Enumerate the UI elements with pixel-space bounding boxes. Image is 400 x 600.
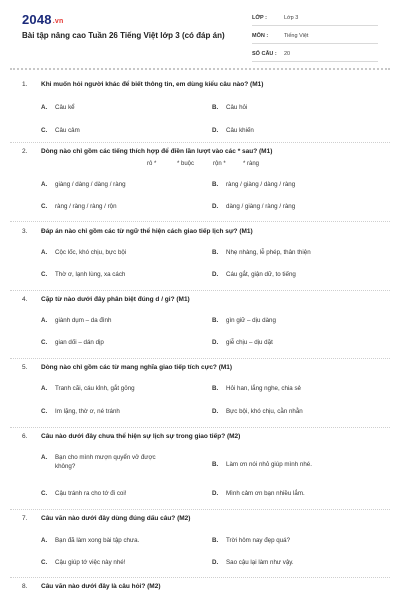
option-letter: C.	[41, 559, 48, 566]
question-head	[0, 291, 400, 309]
question-number: 2.	[22, 148, 28, 155]
meta-value: 20	[284, 50, 291, 57]
question-5	[0, 359, 400, 428]
question-7	[0, 510, 400, 578]
question-text: Khi muốn hỏi người khác để biết thông tin, em dùng kiểu câu nào? (M1)	[41, 81, 264, 88]
question-number: 1.	[22, 81, 28, 88]
option-a[interactable]	[41, 385, 135, 392]
header-divider	[10, 68, 390, 70]
option-d[interactable]	[212, 339, 273, 346]
question-4	[0, 291, 400, 359]
meta-row-subject	[252, 28, 378, 44]
option-c[interactable]	[41, 408, 120, 415]
option-text: Bực bội, khó chịu, cằn nhằn	[226, 408, 303, 415]
meta-row-grade	[252, 10, 378, 26]
option-letter: D.	[212, 339, 219, 346]
question-head	[0, 578, 400, 596]
option-a[interactable]	[41, 181, 126, 188]
option-c[interactable]	[41, 203, 117, 210]
option-text: Trời hôm nay đẹp quá?	[226, 537, 291, 544]
option-letter: A.	[41, 249, 48, 256]
question-text: Đáp án nào chỉ gồm các từ ngữ thể hiện cách giao tiếp lịch sự? (M1)	[41, 228, 253, 235]
option-c[interactable]	[41, 271, 125, 278]
meta-label: SỐ CÂU :	[252, 50, 277, 57]
question-head	[0, 359, 400, 377]
option-letter: D.	[212, 559, 219, 566]
option-text: Cộc lốc, khó chịu, bực bội	[55, 249, 127, 256]
option-text: giàng / dàng / dàng / ràng	[55, 181, 126, 188]
option-b[interactable]	[212, 181, 295, 188]
option-letter: D.	[212, 203, 219, 210]
option-letter: B.	[212, 104, 219, 111]
option-text: Câu cảm	[55, 127, 80, 134]
question-text: Câu văn nào dưới đây là câu hỏi? (M2)	[41, 583, 161, 590]
option-d[interactable]	[212, 490, 305, 497]
option-a[interactable]	[41, 104, 75, 111]
option-d[interactable]	[212, 271, 296, 278]
fill-word-3: rộn *	[213, 161, 226, 167]
option-letter: B.	[212, 317, 219, 324]
option-b[interactable]	[212, 461, 312, 468]
option-text: Im lặng, thờ ơ, né tránh	[55, 408, 120, 415]
option-letter: D.	[212, 271, 219, 278]
option-letter: B.	[212, 385, 219, 392]
option-b[interactable]	[212, 249, 311, 256]
option-letter: D.	[212, 127, 219, 134]
question-number: 7.	[22, 515, 28, 522]
option-c[interactable]	[41, 490, 126, 497]
option-letter: B.	[212, 249, 219, 256]
question-1	[0, 76, 400, 143]
question-2	[0, 143, 400, 223]
option-letter: D.	[212, 408, 219, 415]
option-c[interactable]	[41, 339, 104, 346]
option-text: Câu hỏi	[226, 104, 248, 111]
question-text: Cặp từ nào dưới đây phân biệt đúng d / gi? (M1)	[41, 296, 190, 303]
option-letter: C.	[41, 408, 48, 415]
option-text: Câu khiến	[226, 127, 254, 134]
option-letter: C.	[41, 271, 48, 278]
meta-value: Tiếng Việt	[284, 32, 309, 39]
question-3	[0, 223, 400, 291]
option-text: giành dụm – da đình	[55, 317, 112, 324]
page-title: Bài tập nâng cao Tuần 26 Tiếng Việt lớp 3 (có đáp án)	[22, 31, 225, 40]
option-letter: A.	[41, 385, 48, 392]
question-text: Câu nào dưới đây chưa thể hiện sự lịch sự trong giao tiếp? (M2)	[41, 433, 241, 440]
option-d[interactable]	[212, 559, 294, 566]
option-letter: A.	[41, 317, 48, 324]
option-letter: A.	[41, 454, 48, 461]
option-text: Câu kể	[55, 104, 75, 111]
option-a[interactable]	[41, 537, 139, 544]
option-text: Hỏi han, lắng nghe, chia sẻ	[226, 385, 301, 392]
option-d[interactable]	[212, 203, 295, 210]
question-number: 8.	[22, 583, 28, 590]
option-text: gìn giữ – dịu dàng	[226, 317, 276, 324]
meta-label: LỚP :	[252, 14, 267, 21]
meta-table	[252, 10, 378, 64]
option-letter: D.	[212, 490, 219, 497]
option-c[interactable]	[41, 127, 80, 134]
option-d[interactable]	[212, 127, 254, 134]
option-text: ràng / giàng / dàng / ràng	[226, 181, 296, 188]
option-text: Cậu giúp tớ việc này nhé!	[55, 559, 126, 566]
option-text: Cáu gắt, giận dữ, to tiếng	[226, 271, 296, 278]
fill-word-4: * ràng	[243, 161, 260, 167]
option-text: giễ chịu – dịu dặt	[226, 339, 273, 346]
option-letter: B.	[212, 537, 219, 544]
option-b[interactable]	[212, 537, 290, 544]
option-text: dàng / giàng / ràng / ràng	[226, 203, 296, 210]
question-number: 5.	[22, 364, 28, 371]
option-text: Tranh cãi, cáu kỉnh, gắt gỏng	[55, 385, 135, 392]
fill-word-2: * buộc	[177, 161, 195, 167]
question-head	[0, 510, 400, 528]
question-head	[0, 428, 400, 446]
option-letter: C.	[41, 203, 48, 210]
question-number: 4.	[22, 296, 28, 303]
question-8	[0, 578, 400, 598]
question-text: Câu văn nào dưới đây dùng đúng dấu câu? (M2)	[41, 515, 191, 522]
meta-value: Lớp 3	[284, 14, 299, 21]
option-a[interactable]	[41, 317, 111, 324]
option-letter: C.	[41, 127, 48, 134]
option-d[interactable]	[212, 408, 303, 415]
option-letter: A.	[41, 181, 48, 188]
logo-suffix: .vn	[52, 18, 64, 25]
question-number: 3.	[22, 228, 28, 235]
logo-text: 2048	[22, 12, 52, 27]
option-a[interactable]	[41, 454, 170, 472]
option-b[interactable]	[212, 385, 301, 392]
question-number: 6.	[22, 433, 28, 440]
option-text: Nhẹ nhàng, lễ phép, thân thiện	[226, 249, 311, 256]
question-text: Dòng nào chỉ gồm các từ mang nghĩa giao tiếp tích cực? (M1)	[41, 364, 233, 371]
question-divider	[10, 221, 390, 222]
option-letter: A.	[41, 104, 48, 111]
option-text: Sao cậu lại làm như vậy.	[226, 559, 294, 566]
option-text: Bạn đã làm xong bài tập chưa.	[55, 537, 140, 544]
option-letter: A.	[41, 537, 48, 544]
option-text: Mình cảm ơn bạn nhiều lắm.	[226, 490, 305, 497]
option-text: Cậu tránh ra cho tớ đi coi!	[55, 490, 127, 497]
option-b[interactable]	[212, 317, 276, 324]
worksheet-header	[0, 0, 400, 74]
option-letter: C.	[41, 339, 48, 346]
option-text: gian dối – dán dịp	[55, 339, 104, 346]
question-head	[0, 143, 400, 161]
option-text: ràng / ràng / ràng / rộn	[55, 203, 117, 210]
option-letter: B.	[212, 461, 219, 468]
option-text: Bạn cho mình mượn quyển vở được không?	[55, 454, 156, 470]
option-c[interactable]	[41, 559, 125, 566]
question-text: Dòng nào chỉ gồm các tiếng thích hợp để điền lần lượt vào các * sau? (M1)	[41, 148, 273, 155]
fill-word-1: rô *	[147, 161, 157, 167]
question-head	[0, 223, 400, 241]
question-6	[0, 428, 400, 510]
option-letter: C.	[41, 490, 48, 497]
question-head	[0, 76, 400, 94]
meta-row-count	[252, 46, 378, 62]
option-text: Thờ ơ, lạnh lùng, xa cách	[55, 271, 126, 278]
option-text: Làm ơn nói nhỏ giúp mình nhé.	[226, 461, 312, 468]
site-logo[interactable]	[22, 12, 63, 27]
option-letter: B.	[212, 181, 219, 188]
meta-label: MÔN :	[252, 32, 269, 39]
option-b[interactable]	[212, 104, 247, 111]
option-a[interactable]	[41, 249, 126, 256]
